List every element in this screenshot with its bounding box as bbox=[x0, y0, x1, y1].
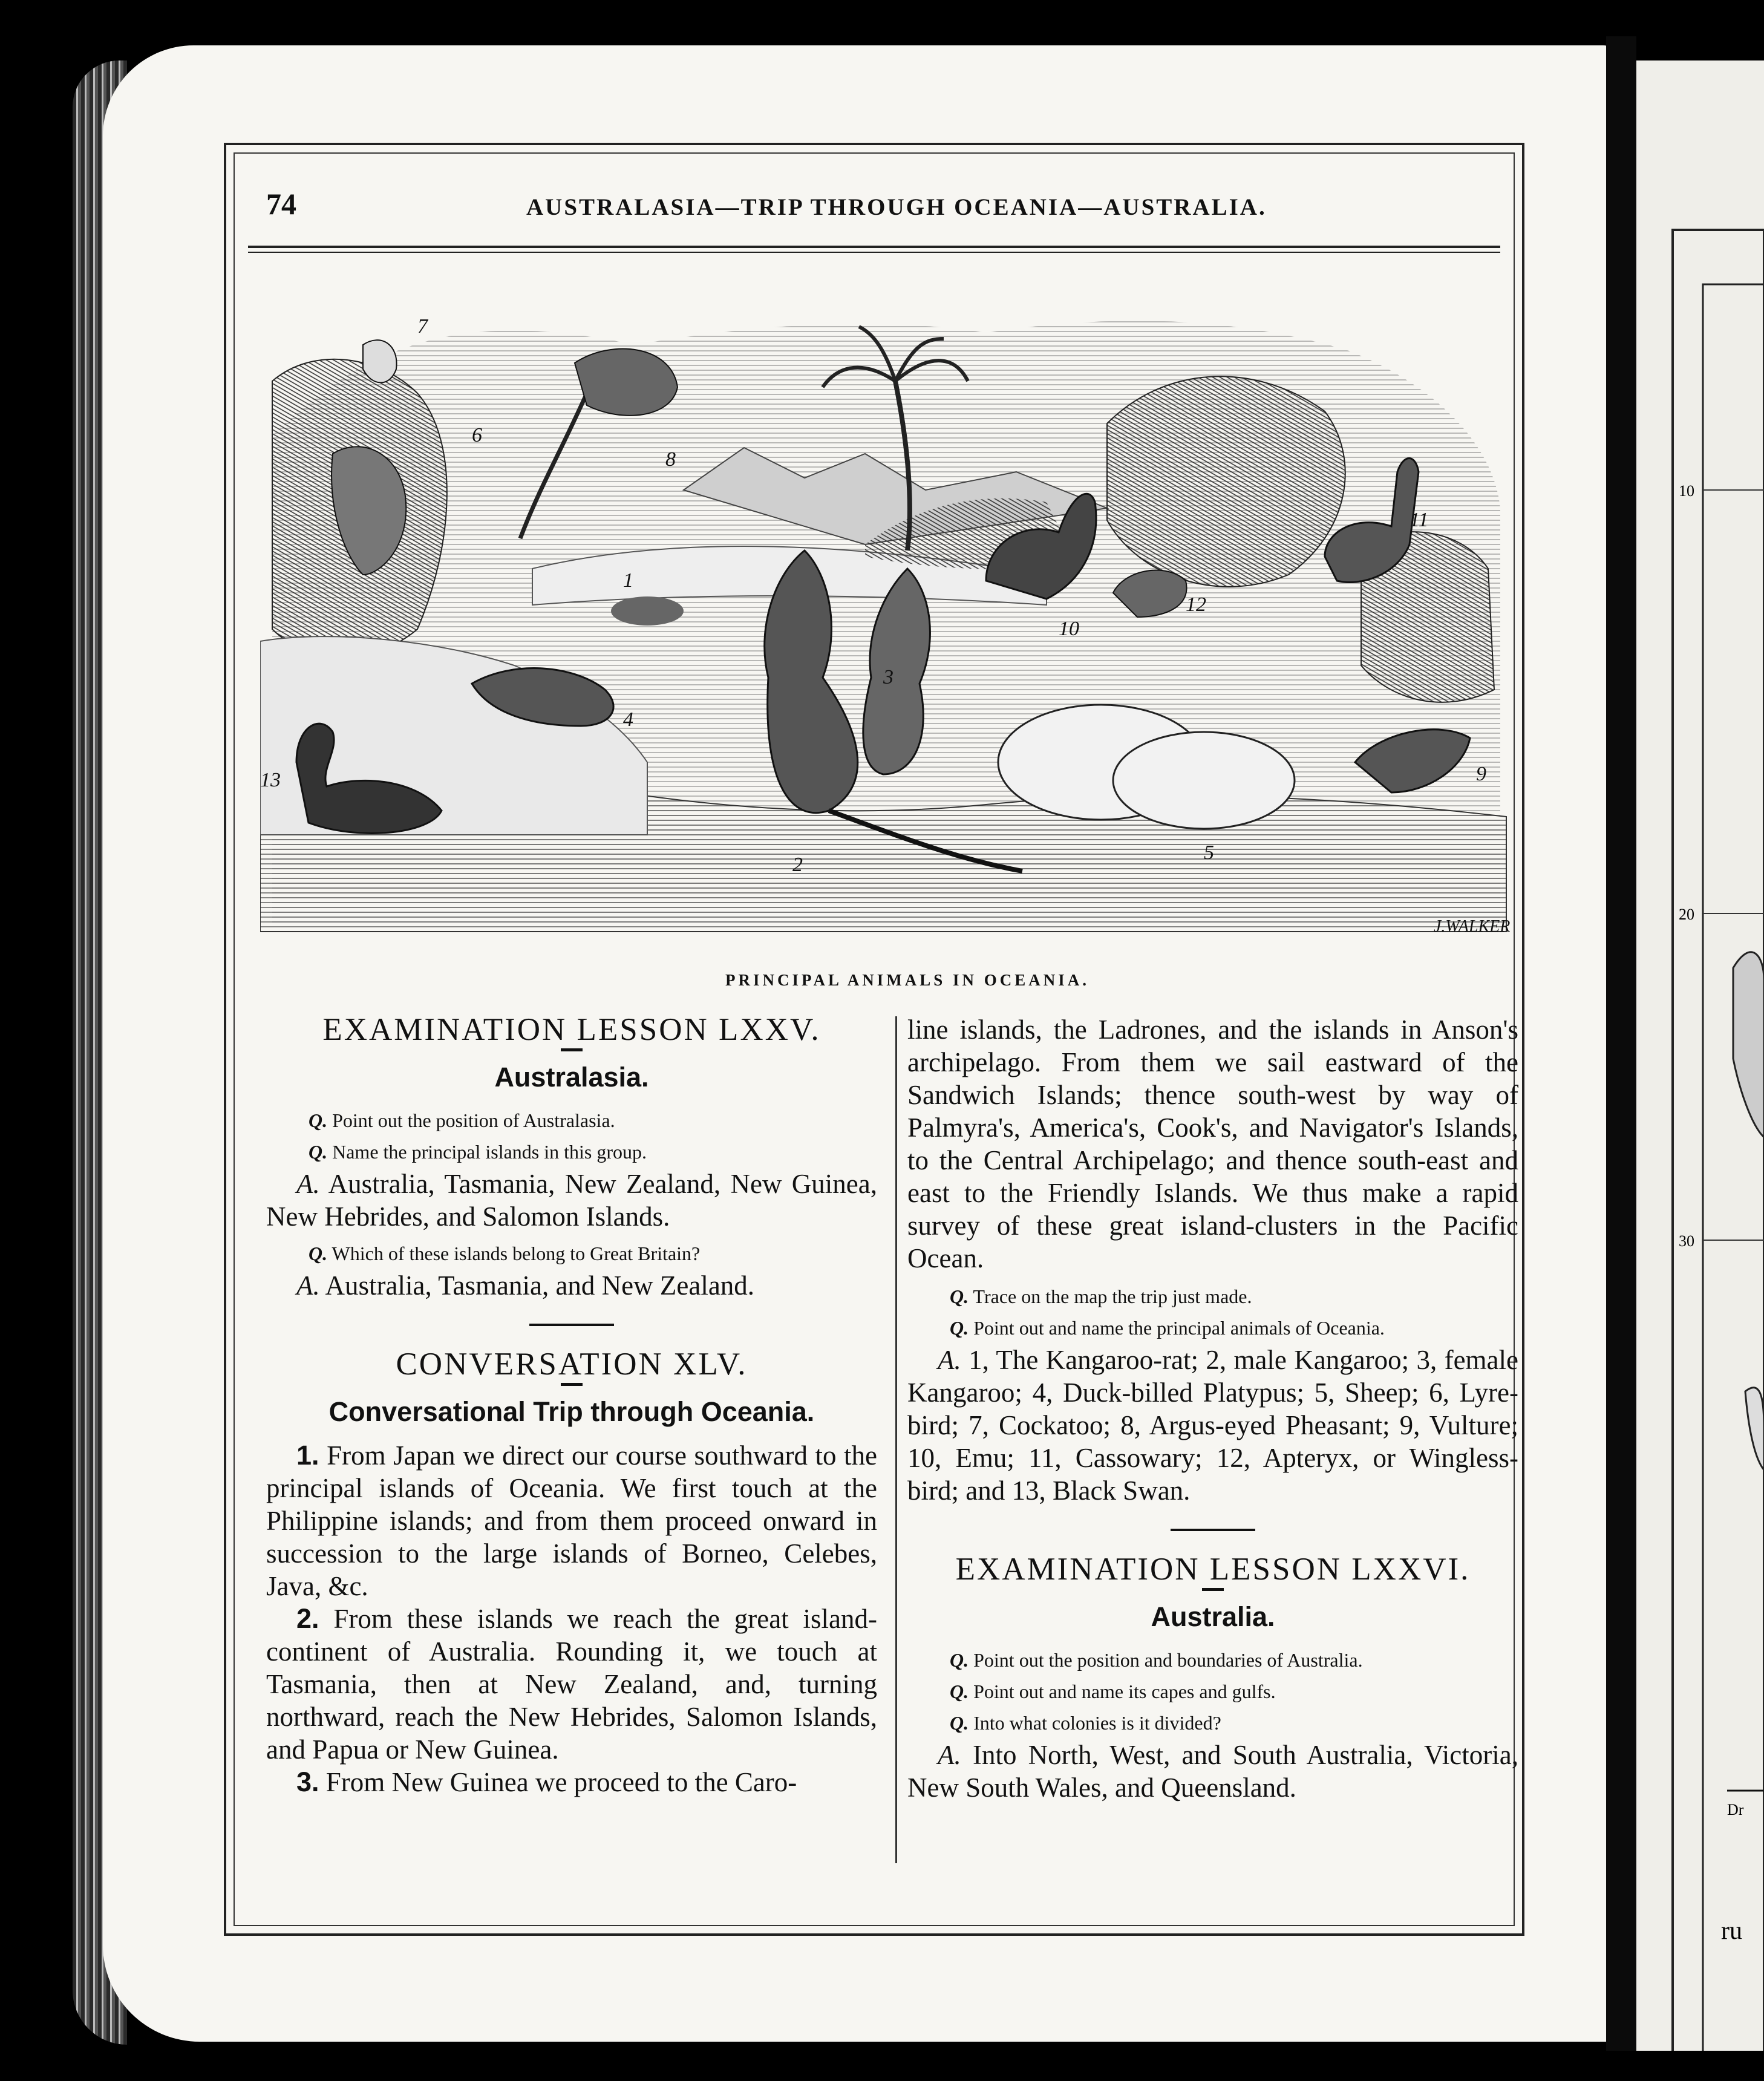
lesson-76-question-3 bbox=[907, 1707, 1518, 1739]
facing-lat-10: 10 bbox=[1679, 482, 1694, 500]
facing-fragment-dr: Dr bbox=[1727, 1801, 1744, 1818]
page-number: 74 bbox=[266, 187, 296, 221]
answer-marker: A. bbox=[296, 1169, 320, 1199]
paragraph-number: 3. bbox=[296, 1766, 319, 1797]
kangaroo-rat-figure bbox=[611, 596, 684, 626]
conversation-question-1 bbox=[907, 1281, 1518, 1312]
figure-number-8: 8 bbox=[665, 448, 676, 471]
figure-number-9: 9 bbox=[1476, 763, 1486, 785]
column-divider bbox=[895, 1016, 897, 1863]
question-marker: Q. bbox=[309, 1109, 328, 1131]
answer-marker: A. bbox=[296, 1270, 320, 1301]
section-rule bbox=[1171, 1529, 1255, 1531]
lesson-76-answer-3 bbox=[907, 1739, 1518, 1804]
heading-dash bbox=[561, 1383, 583, 1386]
figure-number-2: 2 bbox=[792, 854, 803, 876]
figure-number-4: 4 bbox=[623, 708, 633, 731]
answer-text: Australia, Tasmania, New Zealand, New Guinea, New Hebrides, and Salomon Islands. bbox=[266, 1169, 877, 1232]
lesson-75-question-3 bbox=[266, 1238, 877, 1269]
conversation-paragraph-3-continued: line islands, the Ladrones, and the islands in Anson's archipelago. From them we sail eastward of the Sandwich Islands; thence south-west by way of Palmyra's, America's, Cook's, and Navigator's Islands, to the Central Archipelago; and thence south-east and east to the Friendly Islands. We thus make a rapid survey of these great island-clusters in the Pacific Ocean. bbox=[907, 1014, 1518, 1273]
figure-number-12: 12 bbox=[1186, 593, 1206, 616]
question-marker: Q. bbox=[950, 1681, 969, 1702]
figure-number-1: 1 bbox=[623, 569, 633, 592]
running-head-title: AUSTRALASIA—TRIP THROUGH OCEANIA—AUSTRALIA. bbox=[526, 194, 1267, 220]
lesson-75-subheading: Australasia. bbox=[494, 1062, 649, 1093]
conversation-paragraph-1 bbox=[266, 1439, 877, 1602]
facing-page-map bbox=[1636, 60, 1764, 2051]
lesson-75-answer-2 bbox=[266, 1168, 877, 1233]
question-text: Point out and name its capes and gulfs. bbox=[973, 1681, 1276, 1702]
facing-fragment-ru: ru bbox=[1721, 1917, 1742, 1945]
conversation-45-heading: CONVERSATION XLV. bbox=[396, 1347, 748, 1382]
figure-number-3: 3 bbox=[883, 666, 893, 688]
right-foliage bbox=[1107, 376, 1345, 587]
paragraph-number: 1. bbox=[296, 1440, 319, 1471]
paragraph-text: From Japan we direct our course southward to the principal islands of Oceania. We first touch at the Philippine islands; and from them proceed onward in succession to the large islands of Borneo, Celebes, Java, &c. bbox=[266, 1440, 877, 1601]
lesson-76-question-2 bbox=[907, 1676, 1518, 1707]
conversation-answer-2 bbox=[907, 1344, 1518, 1507]
facing-lat-30: 30 bbox=[1679, 1232, 1694, 1250]
paragraph-text: From New Guinea we proceed to the Caro- bbox=[325, 1767, 797, 1797]
lesson-75-heading: EXAMINATION LESSON LXXV. bbox=[322, 1013, 821, 1047]
question-marker: Q. bbox=[309, 1243, 328, 1264]
question-text: Name the principal islands in this group. bbox=[332, 1141, 647, 1163]
question-marker: Q. bbox=[309, 1141, 328, 1163]
question-text: Which of these islands belong to Great Britain? bbox=[332, 1243, 701, 1264]
figure-number-11: 11 bbox=[1410, 509, 1429, 531]
figure-number-13: 13 bbox=[260, 769, 281, 791]
question-text: Trace on the map the trip just made. bbox=[973, 1286, 1252, 1307]
cockatoo-figure bbox=[363, 340, 397, 382]
left-column bbox=[266, 1013, 877, 1872]
question-text: Point out the position of Australasia. bbox=[332, 1109, 615, 1131]
heading-dash bbox=[1202, 1588, 1224, 1591]
facing-lat-20: 20 bbox=[1679, 906, 1694, 923]
figure-number-7: 7 bbox=[417, 315, 428, 338]
facing-map-fragment bbox=[1636, 60, 1764, 2051]
paragraph-text: From these islands we reach the great island-continent of Australia. Rounding it, we touch at Tasmania, then at New Zealand, and, turning northward, reach the New Hebrides, Salomon Islands, and Papua or New Guinea. bbox=[266, 1604, 877, 1765]
conversation-45-subheading: Conversational Trip through Oceania. bbox=[328, 1396, 815, 1427]
paragraph-number: 2. bbox=[296, 1603, 319, 1634]
running-head bbox=[266, 181, 1270, 230]
conversation-paragraph-2 bbox=[266, 1602, 877, 1766]
question-text: Point out the position and boundaries of Australia. bbox=[973, 1649, 1363, 1671]
principal-animals-engraving bbox=[260, 290, 1512, 950]
answer-text: Into North, West, and South Australia, Victoria, New South Wales, and Queensland. bbox=[907, 1740, 1518, 1803]
lesson-75-question-2 bbox=[266, 1136, 877, 1168]
lesson-76-subheading: Australia. bbox=[1151, 1601, 1275, 1632]
figure-number-6: 6 bbox=[472, 424, 482, 446]
question-marker: Q. bbox=[950, 1649, 969, 1671]
question-marker: Q. bbox=[950, 1317, 969, 1339]
section-rule bbox=[529, 1324, 614, 1326]
heading-dash bbox=[561, 1048, 583, 1051]
sheep-figure-2 bbox=[1113, 732, 1295, 829]
figure-number-5: 5 bbox=[1204, 841, 1214, 864]
answer-text: Australia, Tasmania, and New Zealand. bbox=[325, 1270, 755, 1301]
conversation-paragraph-3-start bbox=[266, 1766, 877, 1798]
illustration-caption: PRINCIPAL ANIMALS IN OCEANIA. bbox=[725, 971, 1090, 989]
figure-number-10: 10 bbox=[1059, 618, 1079, 640]
question-text: Point out and name the principal animals of Oceania. bbox=[973, 1317, 1385, 1339]
lesson-75-answer-3 bbox=[266, 1269, 877, 1302]
lesson-75-question-1 bbox=[266, 1105, 877, 1136]
conversation-question-2 bbox=[907, 1312, 1518, 1344]
answer-marker: A. bbox=[938, 1345, 961, 1375]
question-marker: Q. bbox=[950, 1712, 969, 1734]
engraving-scene bbox=[260, 290, 1512, 950]
question-marker: Q. bbox=[950, 1286, 969, 1307]
lesson-76-heading: EXAMINATION LESSON LXXVI. bbox=[955, 1552, 1471, 1587]
right-column bbox=[907, 1013, 1518, 1872]
engraver-signature: J.WALKER bbox=[1434, 917, 1511, 936]
answer-marker: A. bbox=[938, 1740, 961, 1770]
lesson-76-question-1 bbox=[907, 1644, 1518, 1676]
answer-text: 1, The Kangaroo-rat; 2, male Kangaroo; 3, female Kangaroo; 4, Duck-billed Platypus; 5, Sheep; 6, Lyre-bird; 7, Cockatoo; 8, Argus-eyed Pheasant; 9, Vulture; 10, Emu; 11, Cassowary; 12, Apteryx, or Wingless-bird; and 13, Black Swan. bbox=[907, 1345, 1518, 1506]
running-head-rule bbox=[248, 246, 1500, 253]
book-gutter bbox=[1606, 36, 1636, 2051]
question-text: Into what colonies is it divided? bbox=[973, 1712, 1221, 1734]
